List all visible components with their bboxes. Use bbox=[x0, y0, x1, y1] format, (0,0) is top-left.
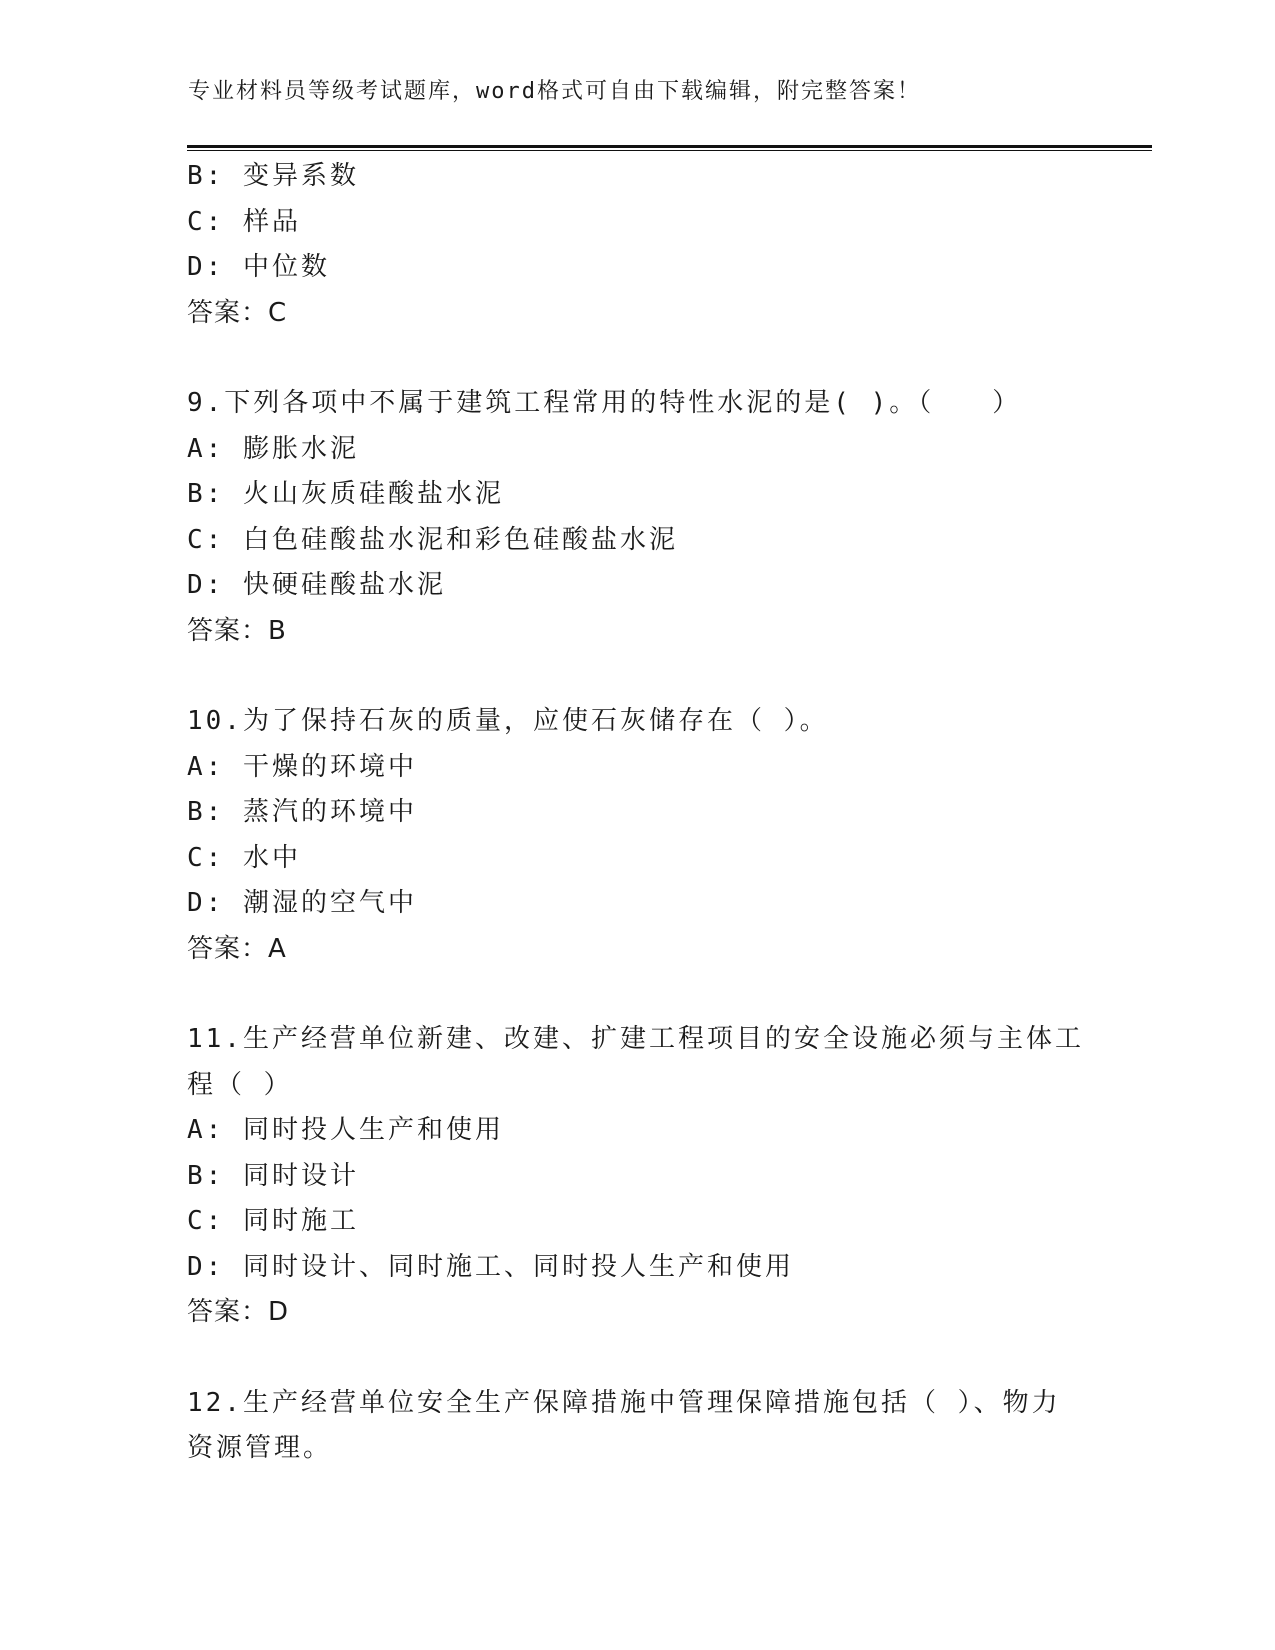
page-header-title: 专业材料员等级考试题库，word格式可自由下载编辑，附完整答案！ bbox=[188, 79, 921, 104]
option-c: C: 水中 bbox=[187, 842, 301, 873]
header-divider bbox=[187, 145, 1152, 148]
question-block-9 bbox=[187, 381, 1087, 654]
answer-line: 答案：B bbox=[187, 615, 287, 646]
option-c: C: 白色硅酸盐水泥和彩色硅酸盐水泥 bbox=[187, 524, 678, 555]
question-text-line1: 12.生产经营单位安全生产保障措施中管理保障措施包括（ ）、物力 bbox=[187, 1387, 1061, 1418]
option-b: B: 同时设计 bbox=[187, 1160, 359, 1191]
header-divider-thin bbox=[187, 150, 1152, 151]
question-block-11 bbox=[187, 1017, 1087, 1336]
question-block-prev bbox=[187, 154, 1087, 336]
spacer bbox=[187, 1336, 1087, 1381]
question-block-12 bbox=[187, 1381, 1087, 1472]
answer-line: 答案：C bbox=[187, 297, 288, 328]
question-text: 9.下列各项中不属于建筑工程常用的特性水泥的是( )。（ ） bbox=[187, 388, 1022, 418]
question-text-line2: 资源管理。 bbox=[187, 1433, 333, 1463]
answer-line: 答案：A bbox=[187, 933, 287, 964]
spacer bbox=[187, 972, 1087, 1017]
question-list bbox=[187, 154, 1087, 1472]
option-d: D: 同时设计、同时施工、同时投人生产和使用 bbox=[187, 1251, 794, 1282]
spacer bbox=[187, 336, 1087, 381]
option-b: B: 变异系数 bbox=[187, 161, 359, 191]
question-text-line2: 程（ ） bbox=[187, 1069, 293, 1100]
answer-line: 答案：D bbox=[187, 1297, 290, 1327]
option-d: D: 中位数 bbox=[187, 252, 330, 282]
option-a: A: 干燥的环境中 bbox=[187, 751, 417, 782]
option-a: A: 膨胀水泥 bbox=[187, 433, 359, 464]
option-a: A: 同时投人生产和使用 bbox=[187, 1115, 504, 1145]
option-d: D: 快硬硅酸盐水泥 bbox=[187, 570, 446, 600]
question-text: 10.为了保持石灰的质量，应使石灰储存在（ ）。 bbox=[187, 706, 829, 736]
option-b: B: 蒸汽的环境中 bbox=[187, 797, 417, 827]
question-text-line1: 11.生产经营单位新建、改建、扩建工程项目的安全设施必须与主体工 bbox=[187, 1024, 1084, 1054]
option-d: D: 潮湿的空气中 bbox=[187, 888, 417, 918]
spacer bbox=[187, 654, 1087, 699]
option-b: B: 火山灰质硅酸盐水泥 bbox=[187, 479, 504, 509]
option-c: C: 同时施工 bbox=[187, 1206, 359, 1236]
question-block-10 bbox=[187, 699, 1087, 972]
option-c: C: 样品 bbox=[187, 206, 301, 237]
